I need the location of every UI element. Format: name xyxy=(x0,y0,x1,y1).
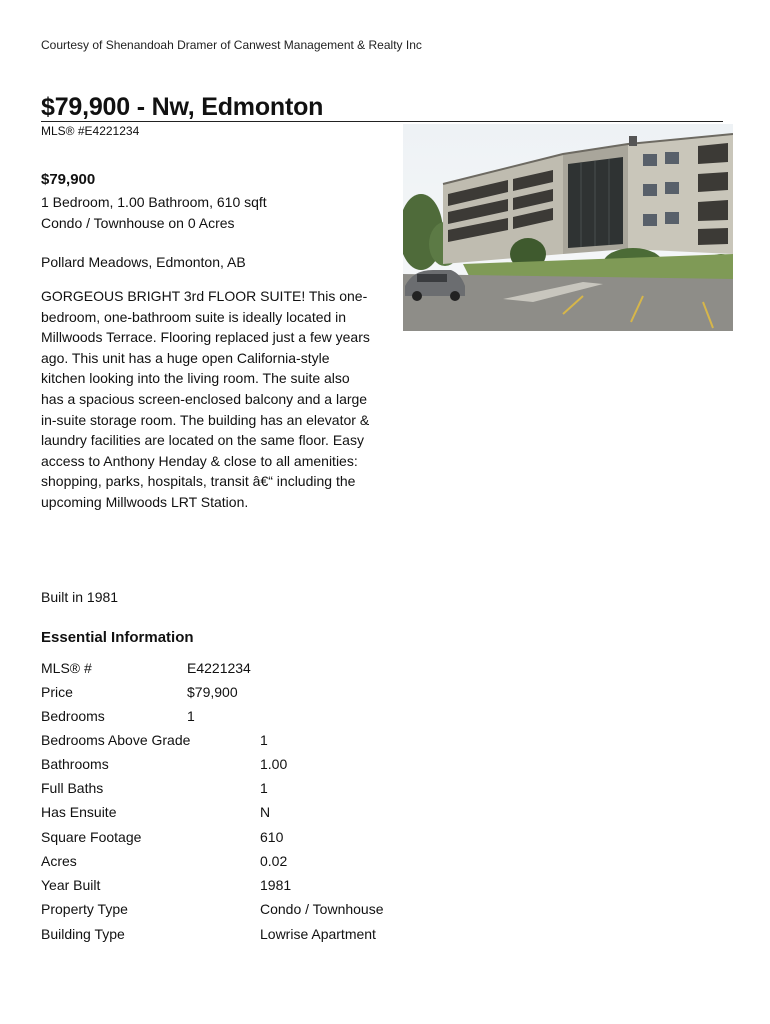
essential-label: Full Baths xyxy=(41,780,104,796)
essential-value: $79,900 xyxy=(187,684,238,700)
essential-value: 1 xyxy=(260,780,268,796)
essential-value: 610 xyxy=(260,829,284,845)
essential-label: Price xyxy=(41,684,73,700)
summary xyxy=(41,192,267,234)
essential-value: Condo / Townhouse xyxy=(260,901,384,917)
essential-label: Has Ensuite xyxy=(41,804,117,820)
essential-value: 1.00 xyxy=(260,756,288,772)
essential-value: 1981 xyxy=(260,877,292,893)
essential-label: Building Type xyxy=(41,926,125,942)
essential-label: Acres xyxy=(41,853,77,869)
price: $79,900 xyxy=(41,171,96,188)
summary-line-type: Condo / Townhouse on 0 Acres xyxy=(41,215,235,231)
listing-title: $79,900 - Nw, Edmonton xyxy=(41,93,324,121)
essential-label: Bedrooms xyxy=(41,708,105,724)
essential-value: E4221234 xyxy=(187,660,251,676)
essential-label: Bedrooms Above Grade xyxy=(41,732,191,748)
essential-value: N xyxy=(260,804,271,820)
title-divider xyxy=(41,121,723,122)
mls-number: MLS® #E4221234 xyxy=(41,124,140,138)
essential-label: MLS® # xyxy=(41,660,92,676)
courtesy-line: Courtesy of Shenandoah Dramer of Canwest Management & Realty Inc xyxy=(41,38,422,52)
property-photo xyxy=(403,124,733,331)
essential-value: 1 xyxy=(187,708,195,724)
description: GORGEOUS BRIGHT 3rd FLOOR SUITE! This one-bedroom, one-bathroom suite is ideally located in Millwoods Terrace. Flooring replaced just a few years ago. This unit has a huge open California-style kitchen looking into the living room. The suite also has a spacious screen-enclosed balcony and a large in-suite storage room. The building has an elevator & laundry facilities are located on the same floor. Easy access to Anthony Henday & close to all amenities: shopping, parks, hospitals, transit â€“ including the upcoming Millwoods LRT Station. xyxy=(41,288,370,510)
essential-label: Property Type xyxy=(41,901,128,917)
essential-value: 0.02 xyxy=(260,853,288,869)
essential-value: Lowrise Apartment xyxy=(260,926,376,942)
essential-label: Year Built xyxy=(41,877,101,893)
summary-line-beds-baths: 1 Bedroom, 1.00 Bathroom, 610 sqft xyxy=(41,194,267,210)
essential-label: Square Footage xyxy=(41,829,142,845)
location: Pollard Meadows, Edmonton, AB xyxy=(41,254,246,270)
essential-info-heading: Essential Information xyxy=(41,629,194,646)
essential-label: Bathrooms xyxy=(41,756,109,772)
essential-value: 1 xyxy=(260,732,268,748)
built-year: Built in 1981 xyxy=(41,589,119,605)
